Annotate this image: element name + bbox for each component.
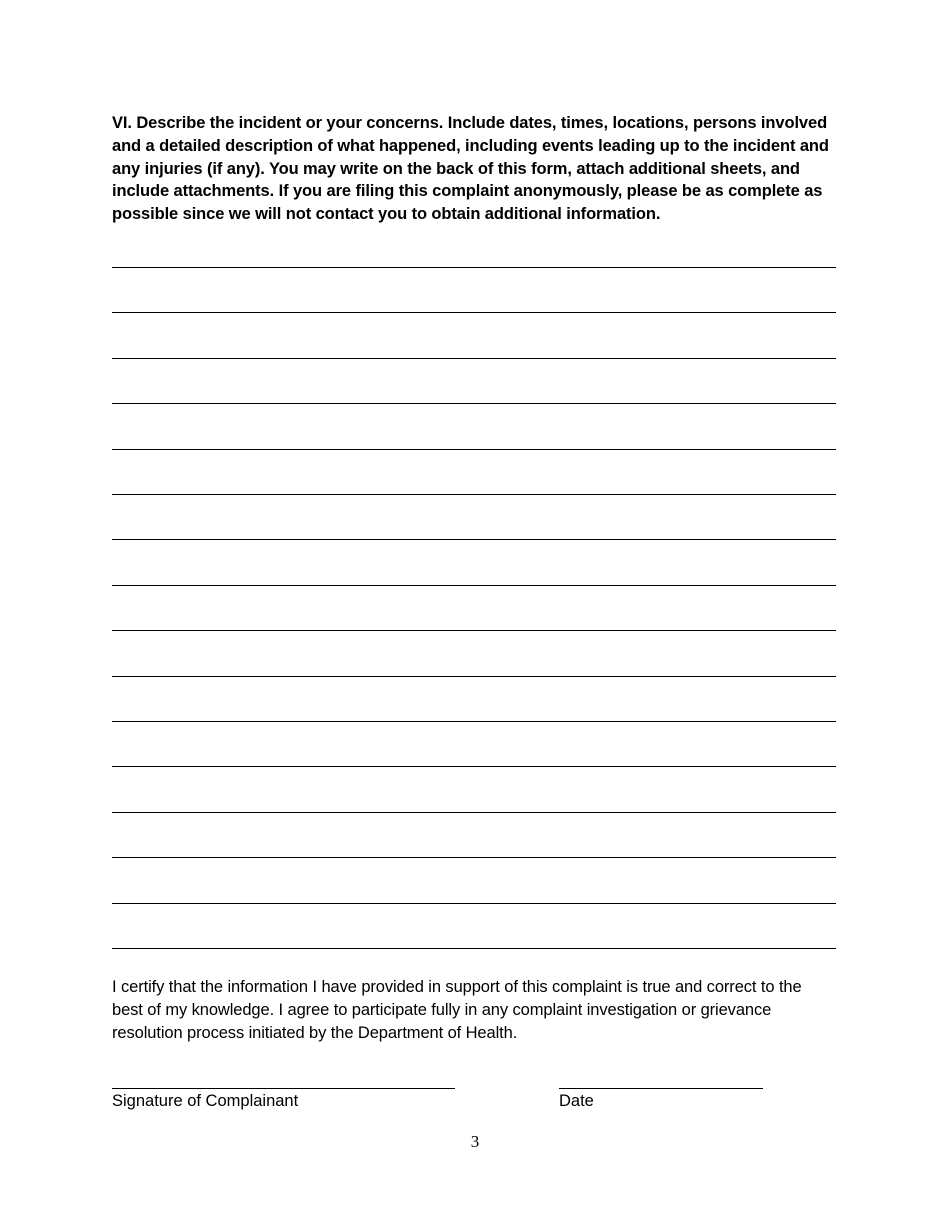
description-line[interactable]: [112, 676, 836, 677]
description-line[interactable]: [112, 585, 836, 586]
description-line[interactable]: [112, 494, 836, 495]
description-line[interactable]: [112, 812, 836, 813]
description-line[interactable]: [112, 721, 836, 722]
description-line[interactable]: [112, 903, 836, 904]
date-line[interactable]: [559, 1088, 763, 1089]
description-line[interactable]: [112, 312, 836, 313]
description-line[interactable]: [112, 630, 836, 631]
incident-description-lines: [112, 0, 836, 1230]
description-line[interactable]: [112, 358, 836, 359]
description-line[interactable]: [112, 267, 836, 268]
page-number: 3: [470, 1132, 480, 1151]
description-line[interactable]: [112, 948, 836, 949]
description-line[interactable]: [112, 857, 836, 858]
description-line[interactable]: [112, 539, 836, 540]
signature-label: Signature of Complainant: [112, 1092, 299, 1110]
certification-statement: I certify that the information I have provided in support of this complaint is true and correct to the best of my knowledge. I agree to participate fully in any complaint investigation or grievance resolution process initiated by the Department of Health.: [112, 978, 802, 1042]
description-line[interactable]: [112, 449, 836, 450]
signature-line[interactable]: [112, 1088, 455, 1089]
section-vi-instructions: VI. Describe the incident or your concerns. Include dates, times, locations, persons involved and a detailed description of what happened, including events leading up to the incident and any injuries (if any). You may write on the back of this form, attach additional sheets, and include attachments. If you are filing this complaint anonymously, please be as complete as possible since we will not contact you to obtain additional information.: [112, 114, 829, 224]
date-label: Date: [559, 1092, 594, 1110]
description-line[interactable]: [112, 766, 836, 767]
description-line[interactable]: [112, 403, 836, 404]
